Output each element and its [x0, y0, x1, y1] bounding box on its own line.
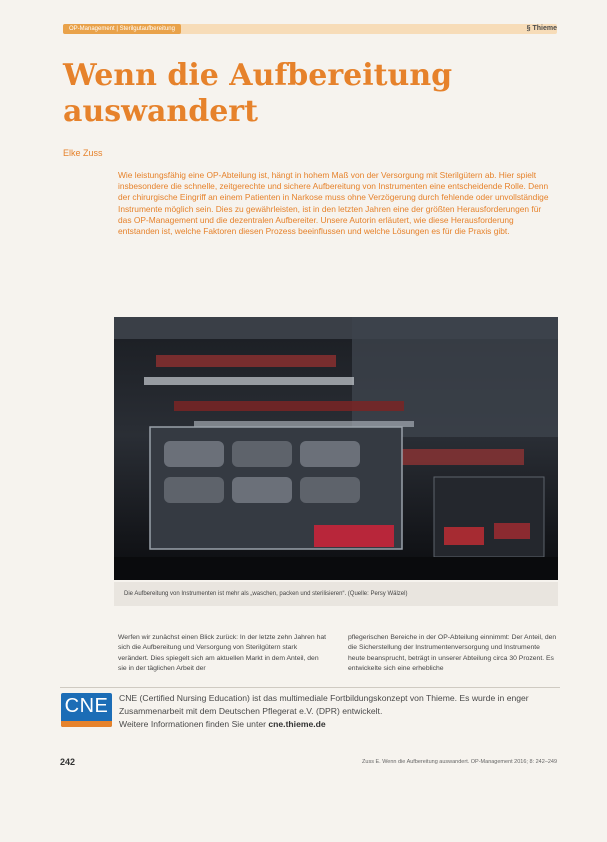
- article-title: [63, 58, 533, 130]
- body-column-left: Werfen wir zunächst einen Blick zurück: In der letzte zehn Jahren hat sich die Aufbereitung und Versorgung von Sterilgütern stark verändert. Dies spiegelt sich am aktuellen Markt in dem Anteil, den sie in der täglichen Arbeit der: [118, 634, 327, 673]
- sterilization-photo-illustration: [114, 317, 558, 580]
- cne-divider: [60, 687, 560, 688]
- cne-info: [119, 692, 559, 730]
- cne-description: CNE (Certified Nursing Education) ist das multimediale Fortbildungskonzept von Thieme. Es wurde in enger Zusammenarbeit mit dem Deutschen Pflegerat e.V. (DPR) entwickelt.: [119, 693, 529, 716]
- author: Elke Zuss: [63, 148, 103, 158]
- image-caption: Die Aufbereitung von Instrumenten ist mehr als „waschen, packen und sterilisieren“. (Quelle: Persy Wälzel): [124, 591, 408, 597]
- cne-logo: [61, 693, 112, 727]
- thieme-logo-icon: §: [526, 25, 531, 32]
- article-photo: [114, 317, 558, 580]
- page-number: 242: [60, 757, 76, 767]
- body-column-right: pflegerischen Bereiche in der OP-Abteilung einnimmt: Der Anteil, den die Sicherstellung der Instrumentenversorgung und Instrumente heute beansprucht, beträgt in unserer Abteilung circa 30 Prozent. Es entwickelte sich eine erhebliche: [348, 634, 557, 673]
- title-line-1: Wenn die Aufbereitung: [63, 58, 453, 93]
- title-line-2: auswandert: [63, 94, 258, 129]
- publisher-logo: [527, 24, 557, 34]
- section-tag: OP-Management | Sterilgutaufbereitung: [63, 24, 181, 34]
- cne-more-info: Weitere Informationen finden Sie unter: [119, 718, 269, 729]
- article-intro: Wie leistungsfähig eine OP-Abteilung ist, hängt in hohem Maß von der Versorgung mit Sterilgütern ab. Hier spielt insbesondere die schnelle, zeitgerechte und sichere Aufbereitung von Instrumenten eine entscheidende Rolle. Denn der chirurgische Eingriff an einem Patienten in Narkose muss ohne Verzögerung durch fehlende oder unvollständige Instrumente möglich sein. Dies zu gewährleisten, ist in den letzten Jahren eine der größten Herausforderungen für das OP-Management und die dezentralen Aufbereiter. Unsere Autorin erläutert, wie diese Herausforderung entstanden ist, welche Faktoren diesen Prozess beeinflussen und welche Lösungen es für die Praxis gibt.: [118, 170, 549, 237]
- publisher-name: Thieme: [532, 25, 557, 32]
- cne-logo-text: CNE: [64, 695, 109, 717]
- cne-logo-strip: [61, 721, 112, 727]
- cne-link[interactable]: cne.thieme.de: [268, 718, 326, 729]
- citation-reference: Zuss E. Wenn die Aufbereitung auswandert. OP-Management 2016; 8: 242–249: [362, 759, 557, 765]
